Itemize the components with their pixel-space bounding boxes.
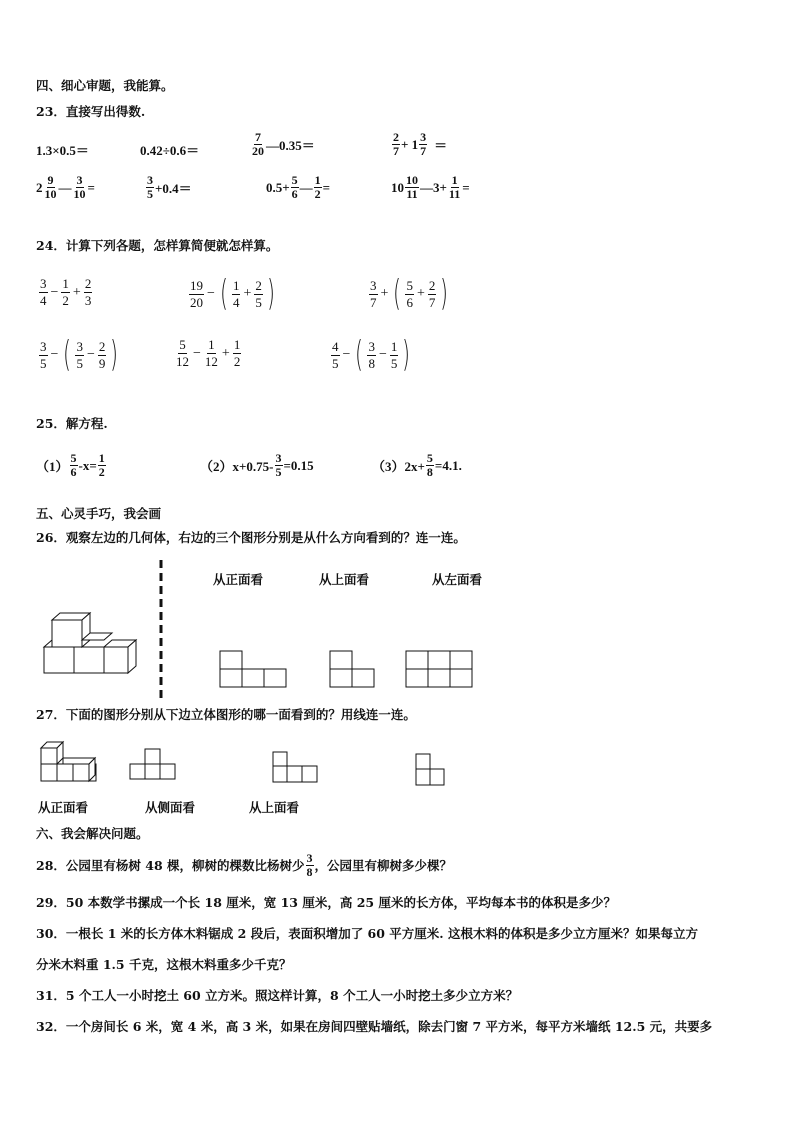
q27-view-shape-2	[273, 752, 317, 782]
operator: +	[243, 286, 252, 301]
question-29: 29．50 本数学书摞成一个长 18 厘米，宽 13 厘米，高 25 厘米的长方体，平均每本书的体积是多少？	[36, 895, 616, 910]
q23-item-4-plus: + 1	[401, 136, 419, 152]
fraction-numerator: 1	[390, 338, 398, 354]
question-24-title: 24．计算下列各题，怎样算简便就怎样算。	[36, 238, 279, 253]
right-paren: )	[110, 334, 119, 375]
q25-equation-1-label: （1）	[36, 459, 69, 474]
left-paren: (	[393, 273, 402, 314]
fraction-denominator: 5	[40, 355, 47, 371]
question-30-line-1: 30．一根长 1 米的长方体木料锯成 2 段后，表面积增加了 60 平方厘米. 这根木料的体积是多少立方厘米？如果每立方	[36, 926, 699, 941]
q23-item-8-whole: 10	[391, 179, 404, 195]
fraction-denominator: 6	[70, 465, 77, 479]
operator: +	[221, 345, 230, 361]
fraction-numerator: 2	[393, 130, 399, 144]
fraction-numerator: 3	[370, 277, 377, 293]
q27-view-shape-1	[130, 749, 175, 779]
q26-label-top: 从上面看	[319, 572, 370, 587]
fraction-numerator: 2	[98, 338, 106, 354]
fraction-numerator: 1	[98, 451, 105, 465]
fraction-denominator: 6	[406, 294, 413, 310]
fraction-denominator: 12	[176, 354, 189, 369]
q27-view-shape-3	[416, 754, 444, 785]
operator: −	[342, 347, 351, 362]
fraction-denominator: 2	[98, 465, 105, 479]
fraction-numerator: 3	[420, 130, 427, 144]
q25-equation-3-rest: =4.1.	[434, 457, 462, 473]
fraction-numerator: 1	[208, 337, 215, 352]
q26-label-front: 从正面看	[213, 572, 264, 587]
left-paren: (	[220, 273, 228, 314]
q23-item-8-mid: —3+	[420, 179, 447, 195]
section-5-title: 五、心灵手巧，我会画	[36, 506, 162, 521]
fraction-denominator: 9	[98, 355, 106, 371]
operator: +	[380, 286, 389, 301]
question-28-post: ，公园里有柳树多少棵？	[314, 857, 453, 873]
left-paren: (	[355, 334, 364, 375]
fraction-numerator: 5	[426, 451, 433, 465]
question-31: 31．5 个工人一小时挖土 60 立方米。照这样计算，8 个工人一小时挖土多少立方米？	[36, 988, 519, 1003]
fraction-numerator: 3	[368, 338, 375, 354]
right-paren: )	[440, 273, 449, 314]
fraction-denominator: 5	[275, 465, 282, 479]
fraction-denominator: 5	[255, 294, 262, 310]
q23-item-8-eq: =	[462, 179, 470, 195]
fraction-denominator: 4	[40, 293, 47, 308]
q23-item-5-minus: —	[58, 179, 72, 195]
fraction-numerator: 3	[40, 338, 47, 354]
fraction-denominator: 10	[44, 187, 57, 201]
solid-3d-figure	[44, 613, 136, 673]
view-shape-1	[220, 651, 286, 687]
fraction-denominator: 7	[370, 294, 377, 310]
q23-item-4-eq: ＝	[434, 138, 448, 153]
operator: −	[207, 286, 215, 301]
fraction-numerator: 1	[314, 173, 321, 187]
fraction-numerator: 9	[47, 173, 54, 187]
section-4-title: 四、细心审题，我能算。	[36, 78, 174, 93]
fraction-denominator: 7	[428, 294, 436, 310]
fraction-denominator: 7	[393, 144, 399, 158]
fraction-numerator: 2	[255, 277, 262, 293]
fraction-numerator: 3	[76, 338, 83, 354]
fraction-numerator: 5	[70, 451, 77, 465]
fraction-numerator: 1	[233, 337, 241, 352]
q25-equation-2-rest: =0.15	[283, 457, 314, 473]
fraction-numerator: 5	[406, 277, 413, 293]
q23-item-5-eq: =	[87, 179, 95, 195]
fraction-numerator: 3	[76, 173, 83, 187]
q23-item-2: 0.42÷0.6＝	[140, 143, 200, 158]
q26-label-left: 从左面看	[432, 572, 483, 587]
q23-item-7-minus: —	[299, 179, 313, 195]
q23-item-6-rest: +0.4＝	[155, 181, 192, 196]
fraction-numerator: 3	[306, 851, 313, 865]
fraction-denominator: 7	[420, 144, 427, 158]
fraction-numerator: 1	[451, 173, 458, 187]
operator: +	[72, 284, 81, 300]
right-paren: )	[267, 273, 275, 314]
question-32: 32．一个房间长 6 米，宽 4 米，高 3 米，如果在房间四壁贴墙纸，除去门窗 7 平方米，每平方米墙纸 12.5 元，共要多	[36, 1019, 713, 1034]
fraction-numerator: 2	[84, 276, 92, 291]
q23-item-5-whole: 2	[36, 179, 43, 195]
fraction-denominator: 2	[314, 187, 321, 201]
fraction-denominator: 8	[306, 865, 313, 879]
fraction-denominator: 11	[406, 187, 418, 201]
fraction-denominator: 20	[252, 144, 264, 158]
q25-equation-1-mid: -x=	[78, 457, 97, 473]
fraction-denominator: 5	[147, 187, 153, 201]
fraction-numerator: 10	[406, 173, 418, 187]
fraction-denominator: 8	[368, 355, 375, 371]
question-27-title: 27．下面的图形分别从下边立体图形的哪一面看到的？用线连一连。	[36, 707, 416, 722]
fraction-denominator: 8	[426, 465, 433, 479]
fraction-numerator: 1	[62, 276, 69, 291]
q23-item-7-eq: =	[322, 179, 331, 195]
right-paren: )	[402, 334, 411, 375]
section-6-title: 六、我会解决问题。	[36, 826, 149, 841]
fraction-numerator: 3	[40, 276, 47, 291]
operator: −	[378, 347, 387, 362]
question-28-pre: 28．公园里有杨树 48 棵，柳树的棵数比杨树少	[36, 857, 305, 873]
fraction-denominator: 20	[190, 294, 203, 310]
fraction-denominator: 6	[291, 187, 298, 201]
fraction-numerator: 3	[275, 451, 282, 465]
fraction-numerator: 4	[332, 338, 339, 354]
fraction-numerator: 19	[190, 277, 203, 293]
operator: −	[193, 345, 201, 361]
fraction-numerator: 2	[428, 277, 436, 293]
fraction-denominator: 3	[84, 293, 92, 308]
fraction-numerator: 5	[291, 173, 298, 187]
question-30-line-2: 分米木料重 1.5 千克，这根木料重多少千克？	[36, 957, 292, 972]
fraction-denominator: 5	[390, 355, 398, 371]
q23-item-7-lead: 0.5+	[266, 179, 290, 195]
fraction-denominator: 5	[332, 355, 339, 371]
fraction-denominator: 4	[232, 294, 240, 310]
operator: −	[50, 347, 59, 362]
fraction-denominator: 10	[73, 187, 86, 201]
question-26-title: 26．观察左边的几何体，右边的三个图形分别是从什么方向看到的？连一连。	[36, 530, 466, 545]
fraction-numerator: 7	[255, 130, 261, 144]
q23-item-3-rest: —0.35＝	[266, 138, 315, 153]
question-28	[36, 852, 452, 879]
q25-equation-2-label: （2）x+0.75-	[200, 459, 274, 474]
fraction-denominator: 11	[448, 187, 461, 201]
q27-label-top: 从上面看	[249, 800, 300, 815]
operator: −	[50, 284, 59, 300]
q25-equation-3-label: （3）2x+	[372, 459, 425, 474]
q27-label-side: 从侧面看	[145, 800, 196, 815]
operator: −	[86, 347, 95, 362]
view-shape-2	[330, 651, 374, 687]
fraction-numerator: 1	[232, 277, 240, 293]
view-shape-3	[406, 651, 472, 687]
question-25-title: 25．解方程.	[36, 416, 108, 431]
fraction-denominator: 5	[76, 355, 83, 371]
question-23-title: 23．直接写出得数.	[36, 104, 146, 119]
q27-solid-figure	[41, 742, 96, 781]
operator: +	[416, 286, 425, 301]
fraction-numerator: 5	[179, 337, 186, 352]
left-paren: (	[63, 334, 72, 375]
fraction-denominator: 2	[233, 354, 241, 369]
fraction-numerator: 3	[147, 173, 153, 187]
fraction-denominator: 2	[62, 293, 69, 308]
fraction-denominator: 12	[204, 354, 218, 369]
q27-label-front: 从正面看	[38, 800, 89, 815]
q23-item-1: 1.3×0.5＝	[36, 143, 89, 158]
